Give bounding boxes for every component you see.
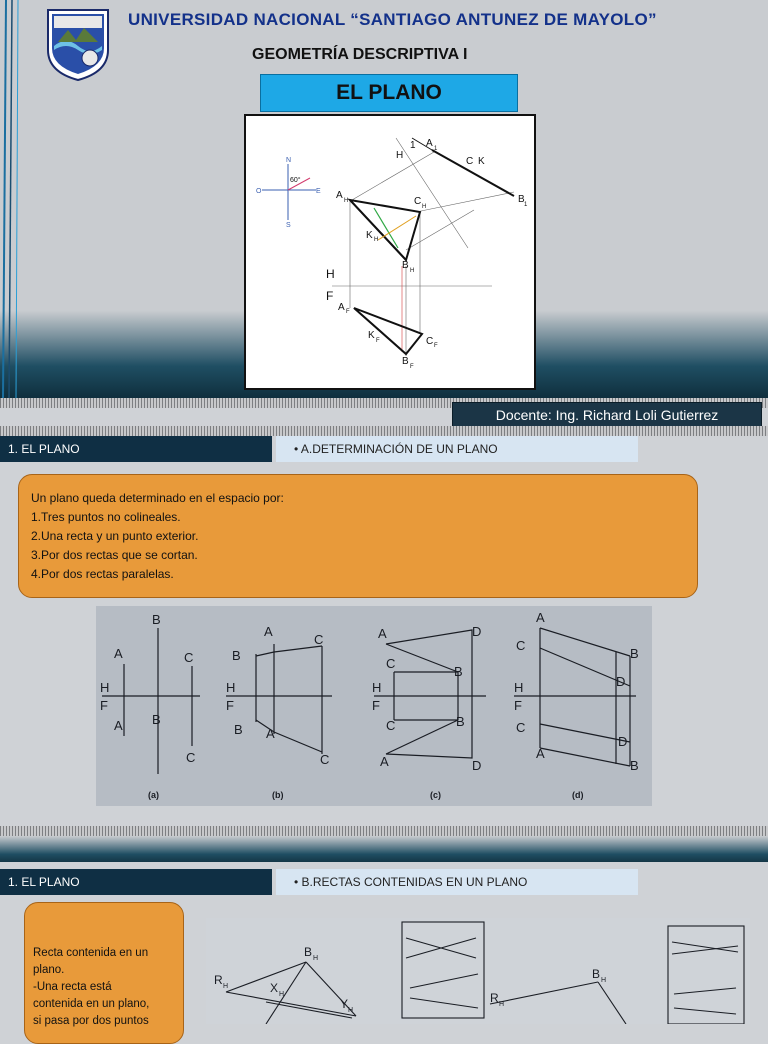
label-h: H (326, 267, 335, 281)
fig3-xh: X (270, 981, 279, 995)
fig-c-f: F (372, 698, 380, 713)
fig-a-h: H (100, 680, 110, 695)
definition-item: 1.Tres puntos no colineales. (31, 510, 181, 524)
fig-b-h: H (226, 680, 236, 695)
fig-a-bf: B (152, 712, 161, 727)
label-east: E (316, 188, 321, 195)
fig-d-af: A (536, 746, 545, 761)
section-header: 1. EL PLANO (0, 869, 272, 895)
sub-ch: H (422, 204, 427, 210)
fig-d-bf: B (630, 758, 639, 773)
fig3-bh: B (304, 945, 313, 959)
decorative-stripes (0, 0, 28, 398)
fig-d-h: H (514, 680, 524, 695)
subsection-header: • A.DETERMINACIÓN DE UN PLANO (276, 436, 638, 462)
recta-line: Recta contenida en un (33, 947, 149, 959)
definition-item: 4.Por dos rectas paralelas. (31, 567, 174, 581)
label-angle: 60° (290, 177, 301, 184)
fig3-sub: H (348, 1007, 354, 1014)
definition-box (18, 474, 698, 598)
compass (256, 157, 321, 229)
fig-d-ch: C (516, 638, 526, 653)
recta-line: plano. (33, 964, 65, 976)
definition-intro: Un plano queda determinado en el espacio por: (31, 491, 284, 505)
fig-c-df: D (472, 758, 482, 773)
sub-kf: F (376, 338, 380, 344)
fig3-rh2: R (490, 991, 499, 1005)
definition-item: 2.Una recta y un punto exterior. (31, 529, 199, 543)
sub-af: F (346, 309, 350, 315)
title-slide (0, 0, 768, 398)
rectas-figure (206, 918, 750, 1024)
label-bf: B (402, 356, 409, 367)
topic-banner: EL PLANO (260, 74, 518, 112)
recta-text-box (24, 902, 184, 1044)
fig-b-ch: C (314, 632, 324, 647)
fig-c-dh: D (472, 624, 482, 639)
sub-bh: H (410, 268, 415, 274)
label-north: N (286, 157, 292, 164)
slide-band (0, 836, 768, 862)
fig-b-af: A (266, 726, 275, 741)
fig-c-af: A (380, 754, 389, 769)
recta-line: -Una recta está (33, 981, 112, 993)
fig-b-f: F (226, 698, 234, 713)
fig-d-dh: D (616, 674, 626, 689)
label-bh: B (402, 260, 409, 271)
section-header: 1. EL PLANO (0, 436, 272, 462)
fig3-sub: H (601, 977, 607, 984)
caption-c: (c) (430, 790, 441, 800)
label-af: A (338, 302, 345, 313)
fig3-yh: Y (340, 997, 349, 1011)
fig3-sub: H (499, 1001, 505, 1008)
fig-c-ch: C (386, 656, 396, 671)
fig-a-f: F (100, 698, 108, 713)
fig-a-bh: B (152, 612, 161, 627)
university-title: UNIVERSIDAD NACIONAL “SANTIAGO ANTUNEZ DE MAYOLO” (128, 10, 657, 29)
caption-b: (b) (272, 790, 284, 800)
fig-d-cf: C (516, 720, 526, 735)
fig-b-bf: B (234, 722, 243, 737)
fig-c-cf: C (386, 718, 396, 733)
fig-c-ah: A (378, 626, 387, 641)
course-title: GEOMETRÍA DESCRIPTIVA I (252, 46, 468, 63)
divider-hatch (0, 826, 768, 836)
sub-b1: 1 (524, 202, 528, 208)
fig-a-cf: C (186, 750, 196, 765)
fig-a-ah: A (114, 646, 123, 661)
sub-bf: F (410, 364, 414, 370)
sub-kh: H (374, 237, 379, 243)
label-c1: C (466, 156, 474, 167)
fig3-sub: H (313, 955, 319, 962)
label-kf: K (368, 330, 375, 341)
fig-c-bh: B (454, 664, 463, 679)
plane-determination-figure (96, 606, 652, 806)
label-one: 1 (410, 140, 416, 151)
fig-d-ah: A (536, 610, 545, 625)
fig-b-cf: C (320, 752, 330, 767)
label-west: O (256, 188, 262, 195)
fig-c-h: H (372, 680, 382, 695)
fig3-bh2: B (592, 967, 601, 981)
recta-line: contenida en un plano, (33, 998, 150, 1010)
fig3-rh: R (214, 973, 223, 987)
fig-a-ch: C (184, 650, 194, 665)
label-south: S (286, 222, 291, 229)
sub-ah: H (344, 198, 349, 204)
label-a1: A (426, 138, 433, 149)
label-ah: A (336, 190, 343, 201)
fig3-sub: H (279, 991, 285, 998)
caption-a: (a) (148, 790, 159, 800)
caption-d: (d) (572, 790, 584, 800)
label-b1: B (518, 194, 525, 205)
fig-a-af: A (114, 718, 123, 733)
fig-b-ah: A (264, 624, 273, 639)
docente-label: Docente: Ing. Richard Loli Gutierrez (452, 402, 762, 428)
subsection-header: • B.RECTAS CONTENIDAS EN UN PLANO (276, 869, 638, 895)
label-h1: H (396, 150, 404, 161)
fig-d-bh: B (630, 646, 639, 661)
plane-diagram (244, 114, 536, 390)
fig3-sub: H (223, 983, 229, 990)
label-f: F (326, 289, 334, 303)
definition-item: 3.Por dos rectas que se cortan. (31, 548, 198, 562)
fig-d-f: F (514, 698, 522, 713)
label-k1: K (478, 156, 485, 167)
sub-cf: F (434, 343, 438, 349)
sub-a1: 1 (434, 146, 438, 152)
university-crest (44, 6, 112, 82)
label-kh: K (366, 230, 373, 241)
fig-b-bh: B (232, 648, 241, 663)
label-cf: C (426, 336, 434, 347)
divider-hatch (0, 426, 768, 436)
fig-c-bf: B (456, 714, 465, 729)
fig-d-df: D (618, 734, 628, 749)
recta-line: si pasa por dos puntos (33, 1015, 149, 1027)
label-ch: C (414, 196, 422, 207)
